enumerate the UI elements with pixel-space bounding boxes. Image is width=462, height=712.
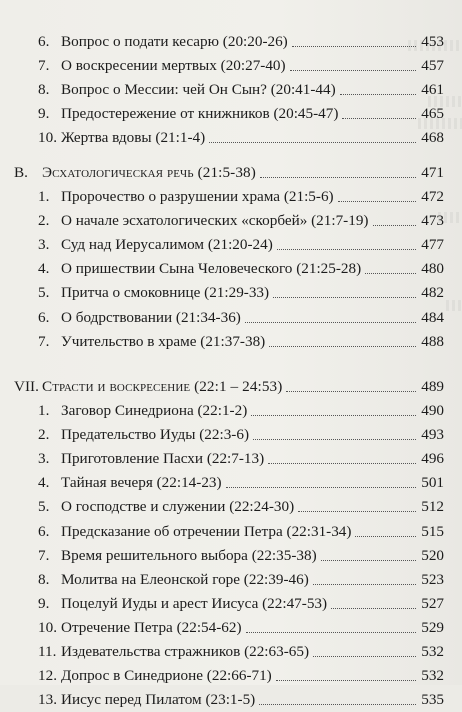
toc-entry[interactable] [0,495,462,519]
toc-entry[interactable] [0,306,462,330]
toc-entry[interactable] [0,688,462,712]
dot-leader [313,656,416,657]
section-number: В. [14,164,28,181]
dot-leader [286,391,416,392]
dot-leader [268,463,416,464]
toc-entry[interactable] [0,640,462,664]
toc-entry[interactable] [0,78,462,102]
dot-leader [355,536,416,537]
entry-number: 7. [38,546,50,564]
toc-entry[interactable] [0,281,462,305]
entry-title: Отречение Петра (22:54-62) [61,618,242,636]
page-number: 532 [421,667,444,685]
page-number: 480 [421,260,444,278]
entry-number: 7. [38,57,50,75]
page-number: 471 [421,164,444,181]
toc-entry[interactable] [0,185,462,209]
dot-leader [260,177,416,178]
entry-title: Время решительного выбора (22:35-38) [61,546,317,564]
entry-title: Жертва вдовы (21:1-4) [61,129,206,147]
entry-number: 1. [38,188,50,205]
page-number: 488 [421,332,444,350]
dot-leader [259,704,416,705]
page-number: 532 [421,643,444,660]
dot-leader [331,608,416,609]
entry-title: О воскресении мертвых (20:27-40) [61,57,286,75]
dot-leader [338,201,417,202]
page-number: 529 [421,618,444,636]
entry-title: Молитва на Елеонской горе (22:39-46) [61,570,309,588]
page-number: 468 [421,129,444,147]
entry-title: Суд над Иерусалимом (21:20-24) [61,236,273,254]
toc-entry[interactable] [0,520,462,544]
entry-title: Предсказание об отречении Петра (22:31-34) [61,522,352,540]
toc-entry[interactable] [0,30,462,54]
dot-leader [226,487,417,488]
entry-number: 4. [38,474,50,492]
dot-leader [209,142,416,143]
page-number: 496 [421,450,444,468]
section-heading-row[interactable] [0,375,462,399]
page-number: 482 [421,284,444,302]
page-number: 489 [421,378,444,395]
entry-number: 6. [38,522,50,540]
dot-leader [340,94,417,95]
entry-number: 10. [38,618,57,636]
page-number: 472 [421,188,444,205]
toc-entry[interactable] [0,592,462,616]
entry-title: О бодрствовании (21:34-36) [61,308,241,326]
section-title-range: (21:5-38) [193,164,256,181]
entry-number: 5. [38,284,50,302]
toc-entry[interactable] [0,544,462,568]
entry-title: Поцелуй Иуды и арест Иисуса (22:47-53) [61,594,328,612]
dot-leader [292,46,416,47]
dot-leader [290,70,417,71]
dot-leader [373,225,417,226]
toc-entry[interactable] [0,399,462,423]
entry-title: Вопрос о подати кесарю (20:20-26) [61,33,288,50]
entry-title: Учительство в храме (21:37-38) [61,332,266,350]
entry-title: О пришествии Сына Человеческого (21:25-28) [61,260,362,278]
section-title [42,161,256,185]
toc-entry[interactable] [0,233,462,257]
entry-number: 2. [38,212,50,230]
toc-entry[interactable] [0,330,462,354]
dot-leader [269,346,416,347]
page-number: 501 [421,474,444,492]
page-number: 512 [421,498,444,516]
entry-title: Заговор Синедриона (22:1-2) [61,402,248,419]
dot-leader [298,511,416,512]
toc-entry[interactable] [0,616,462,640]
page-number: 453 [421,33,444,50]
dot-leader [246,632,417,633]
entry-number: 3. [38,450,50,468]
toc-entry[interactable] [0,102,462,126]
section-title-smallcaps: Эсхатологическая речь [42,164,194,181]
page-number: 493 [421,426,444,444]
entry-title: Пророчество о разрушении храма (21:5-6) [61,188,334,205]
entry-number: 12. [38,667,57,685]
dot-leader [342,118,416,119]
dot-leader [313,584,416,585]
page-number: 473 [421,212,444,230]
entry-number: 1. [38,402,50,419]
entry-title: Предостережение от книжников (20:45-47) [61,105,339,123]
entry-number: 13. [38,691,57,709]
entry-number: 9. [38,105,50,123]
section-title-smallcaps: Страсти и воскресение [42,378,191,395]
dot-leader [273,297,416,298]
entry-title: О господстве и служении (22:24-30) [61,498,295,516]
dot-leader [276,680,416,681]
entry-number: 5. [38,498,50,516]
page-number: 465 [421,105,444,123]
entry-title: Издевательства стражников (22:63-65) [61,643,310,660]
dot-leader [321,560,417,561]
entry-title: Допрос в Синедрионе (22:66-71) [61,667,272,685]
entry-number: 3. [38,236,50,254]
toc-entry[interactable] [0,568,462,592]
toc-entry[interactable] [0,664,462,688]
dot-leader [253,439,416,440]
toc-entry[interactable] [0,209,462,233]
dot-leader [245,322,416,323]
entry-number: 9. [38,594,50,612]
page-number: 461 [421,81,444,99]
entry-title: Иисус перед Пилатом (23:1-5) [61,691,256,709]
entry-title: Вопрос о Мессии: чей Он Сын? (20:41-44) [61,81,336,99]
page-number: 520 [421,546,444,564]
entry-number: 6. [38,308,50,326]
toc-entry[interactable] [0,471,462,495]
page-number: 515 [421,522,444,540]
toc-entry[interactable] [0,257,462,281]
page-number: 535 [421,691,444,709]
entry-number: 4. [38,260,50,278]
toc-entry[interactable] [0,126,462,150]
entry-number: 8. [38,81,50,99]
entry-title: Тайная вечеря (22:14-23) [61,474,222,492]
section-title [42,375,282,399]
entry-number: 10. [38,129,57,147]
page-number: 477 [421,236,444,254]
page-number: 523 [421,570,444,588]
section-number: VII. [14,378,39,395]
entry-number: 8. [38,570,50,588]
page-number: 527 [421,594,444,612]
entry-title: О начале эсхатологических «скорбей» (21:7-19) [61,212,369,230]
entry-number: 2. [38,426,50,444]
dot-leader [277,249,416,250]
entry-title: Притча о смоковнице (21:29-33) [61,284,270,302]
entry-title: Приготовление Пасхи (22:7-13) [61,450,265,468]
entry-title: Предательство Иуды (22:3-6) [61,426,249,444]
toc-entry[interactable] [0,54,462,78]
section-heading-row[interactable] [0,161,462,185]
entry-number: 6. [38,33,50,50]
entry-number: 11. [38,643,57,660]
page-number: 484 [421,308,444,326]
entry-number: 7. [38,332,50,350]
page-number: 457 [421,57,444,75]
section-title-range: (22:1 – 24:53) [190,378,283,395]
toc-entry[interactable] [0,447,462,471]
page-number: 490 [421,402,444,419]
dot-leader [365,273,416,274]
dot-leader [251,415,416,416]
toc-entry[interactable] [0,423,462,447]
